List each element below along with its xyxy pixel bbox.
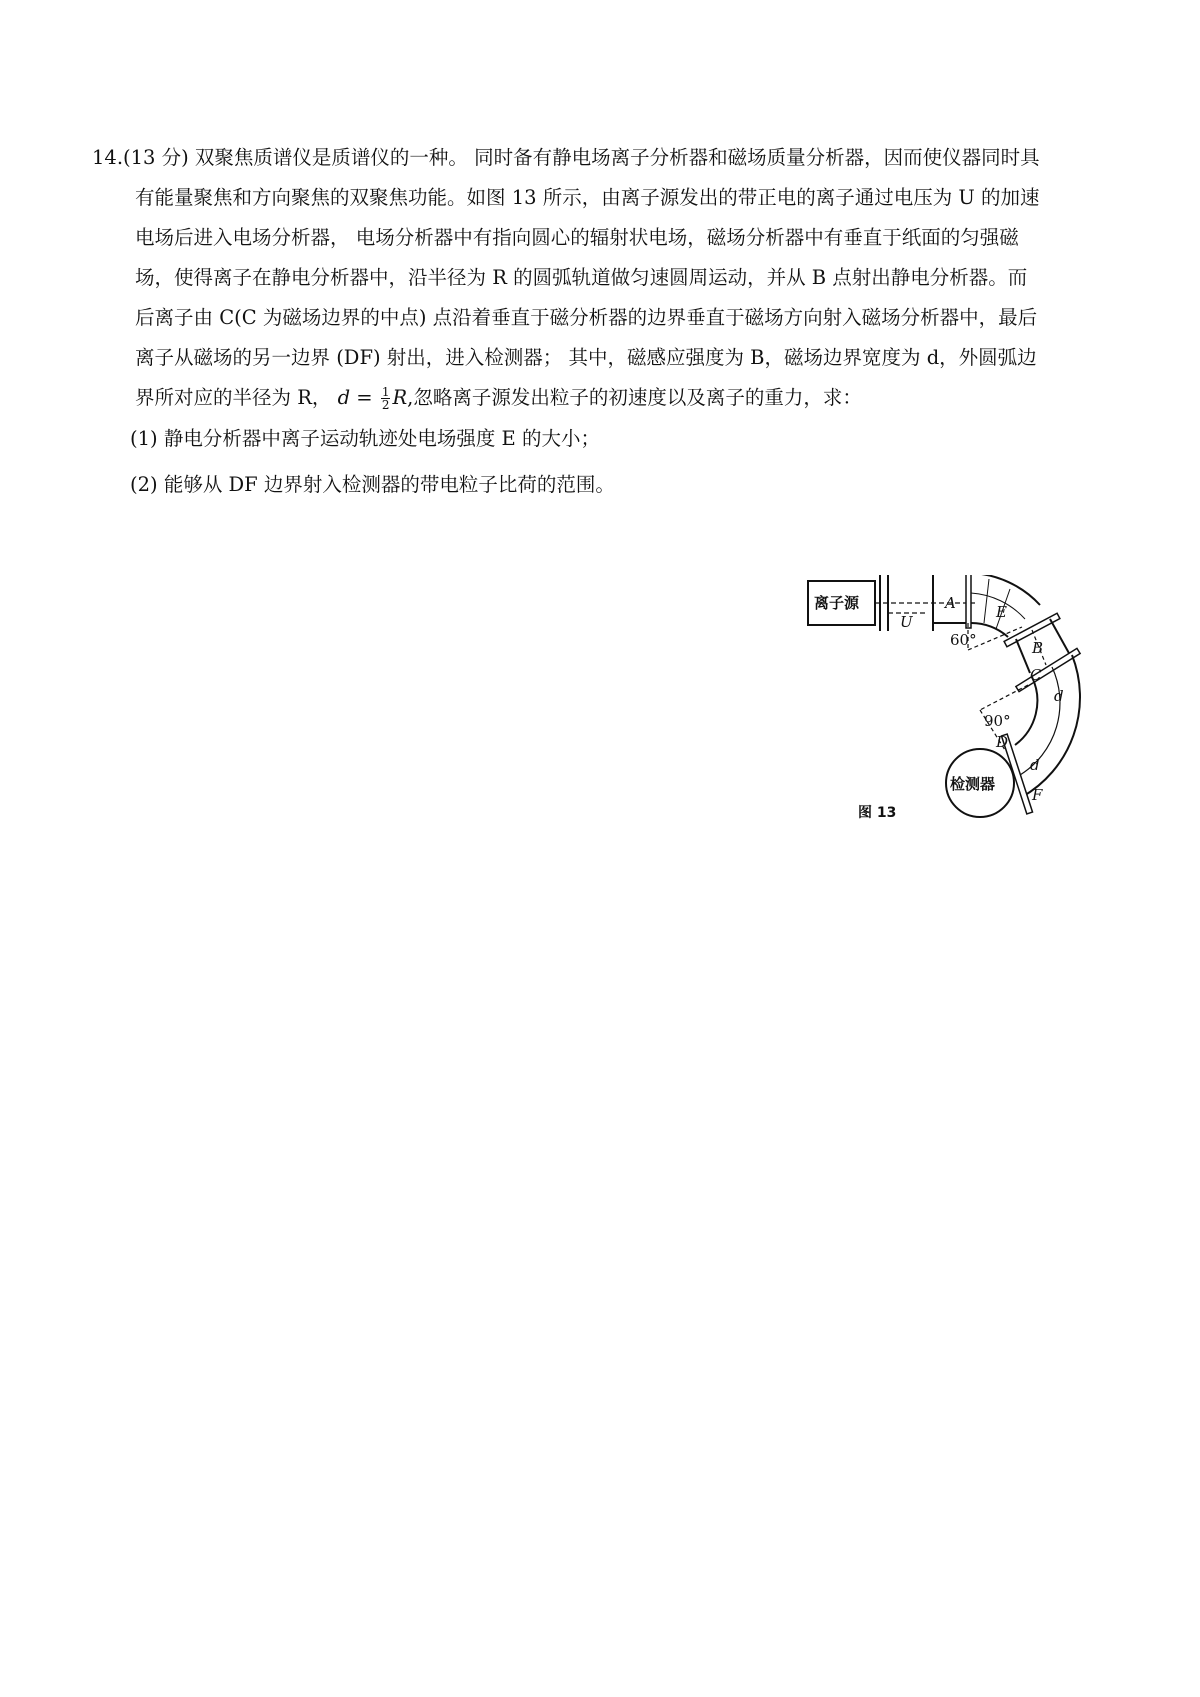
problem-line-4: 场，使得离子在静电分析器中，沿半径为 R 的圆弧轨道做匀速圆周运动，并从 B 点射出静电分析器。而 xyxy=(135,266,1028,289)
formula-r: R xyxy=(392,386,408,409)
detector-label: 检测器 xyxy=(950,775,996,793)
point-f: F xyxy=(1032,786,1043,804)
point-d: D xyxy=(996,733,1009,751)
angle-90: 90° xyxy=(984,712,1011,730)
slit-c xyxy=(1016,648,1080,691)
figure-13 xyxy=(800,575,1100,895)
problem-14 xyxy=(92,146,1132,519)
problem-line-2: 有能量聚焦和方向聚焦的双聚焦功能。如图 13 所示，由离子源发出的带正电的离子通过电压为 U 的加速 xyxy=(135,186,1040,209)
formula xyxy=(337,385,408,412)
problem-line-1: 14.(13 分) 双聚焦质谱仪是质谱仪的一种。 同时备有静电场离子分析器和磁场质量分析器，因而使仪器同时具 xyxy=(92,146,1040,169)
angle90-line-1 xyxy=(980,685,1028,710)
point-b: B xyxy=(1032,639,1044,657)
problem-line-7 xyxy=(92,386,1132,411)
problem-line-3: 电场后进入电场分析器， 电场分析器中有指向圆心的辐射状电场，磁场分析器中有垂直于纸面的匀强磁 xyxy=(135,226,1019,249)
drift-inner xyxy=(1016,639,1030,673)
fraction-denominator: 2 xyxy=(381,398,390,412)
fraction-numerator: 1 xyxy=(381,385,390,399)
drift-outer xyxy=(1050,619,1070,655)
formula-eq: = xyxy=(350,386,379,409)
figure-caption: 图 13 xyxy=(858,805,897,821)
formula-fraction xyxy=(381,386,391,411)
voltage-label: U xyxy=(900,613,913,631)
field-line-1 xyxy=(984,579,989,623)
angle-60: 60° xyxy=(950,631,977,649)
figure-13-diagram xyxy=(800,575,1100,895)
question-2: (2) 能够从 DF 边界射入检测器的带电粒子比荷的范围。 xyxy=(130,473,615,496)
width-d2: d xyxy=(1030,756,1040,774)
point-c: C xyxy=(1030,666,1042,684)
slit-a xyxy=(966,575,971,628)
point-a: A xyxy=(945,594,956,612)
formula-d: d xyxy=(337,386,351,409)
point-e: E xyxy=(996,603,1007,621)
line7-prefix: 界所对应的半径为 R， xyxy=(135,386,332,409)
problem-line-6: 离子从磁场的另一边界 (DF) 射出，进入检测器； 其中，磁感应强度为 B，磁场边界宽度为 d，外圆弧边 xyxy=(135,346,1037,369)
question-1: (1) 静电分析器中离子运动轨迹处电场强度 E 的大小； xyxy=(130,427,600,450)
ion-source-label: 离子源 xyxy=(814,594,860,612)
problem-line-5: 后离子由 C(C 为磁场边界的中点) 点沿着垂直于磁分析器的边界垂直于磁场方向射入磁场分析器中，最后 xyxy=(135,306,1038,329)
line7-suffix: ,忽略离子源发出粒子的初速度以及离子的重力，求： xyxy=(407,386,862,409)
width-d1: d xyxy=(1054,687,1064,705)
